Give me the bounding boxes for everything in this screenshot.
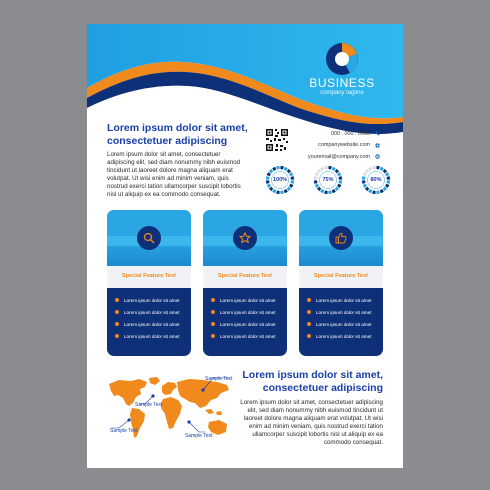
feature-list: [307, 294, 381, 342]
contact-website[interactable]: [292, 140, 380, 152]
thumbs-up-icon: [335, 232, 347, 244]
section1-body: Lorem ipsum dolor sit amet, consectetuer adipiscing elit, sed diam nonummy nibh euismod tincidunt ut laoreet dolore magna aliquam erat volutpat. Ut wisi enim ad minim veniam, quis nostrud exerci tation ullamcorper suscipit lobortis nisl ut aliquip ex ea commodo consequat.: [107, 151, 241, 199]
brand-name: BUSINESS: [309, 76, 375, 90]
feature-label: Special Feature Text: [122, 273, 176, 279]
donut-chart: [265, 165, 295, 195]
contact-phone-text: 000 . 000 . 0000: [331, 130, 370, 137]
donut-label: 75%: [322, 177, 334, 183]
bullet-icon: [115, 310, 119, 314]
contact-email[interactable]: [292, 151, 380, 163]
map-label: Sample Text: [110, 428, 138, 434]
search-icon: [143, 232, 155, 244]
list-item: Lorem ipsum dolor sit amet: [115, 318, 189, 330]
bullet-icon: [307, 322, 311, 326]
list-item: Lorem ipsum dolor sit amet: [307, 306, 381, 318]
feature-card-star[interactable]: [203, 210, 287, 356]
qr-code-icon: [265, 128, 289, 152]
star-icon: [239, 232, 251, 244]
section2-body: Lorem ipsum dolor sit amet, consectetuer adipiscing elit, sed diam nonummy nibh euismod tincidunt ut laoreet dolore magna aliquam erat volutpat. Ut wisi enim ad minim veniam, quis nostrud exerci tation ullamcorper suscipit lobortis nisl ut aliquip ex ea commodo consequat.: [240, 399, 383, 447]
feature-list: [211, 294, 285, 342]
list-item: Lorem ipsum dolor sit amet: [211, 306, 285, 318]
globe-icon: [375, 143, 380, 148]
feature-card-thumbs-up[interactable]: [299, 210, 383, 356]
phone-icon: [375, 131, 380, 136]
bullet-icon: [211, 310, 215, 314]
feature-icon-badge: [329, 226, 353, 250]
contact-website-text: companywebsite.com: [318, 142, 370, 149]
brand-logo-icon: [324, 41, 360, 77]
list-item: Lorem ipsum dolor sit amet: [115, 306, 189, 318]
contact-phone[interactable]: [292, 128, 380, 140]
feature-icon-badge: [137, 226, 161, 250]
list-item: Lorem ipsum dolor sit amet: [211, 294, 285, 306]
bullet-icon: [211, 334, 215, 338]
section2-title: Lorem ipsum dolor sit amet, consectetuer adipiscing: [242, 369, 383, 394]
list-item: Lorem ipsum dolor sit amet: [115, 330, 189, 342]
bullet-icon: [307, 310, 311, 314]
donut-chart: [313, 165, 343, 195]
map-label: Sample Text: [205, 376, 233, 382]
donut-label: 80%: [370, 177, 382, 183]
section1-title: Lorem ipsum dolor sit amet, consectetuer adipiscing: [107, 122, 248, 147]
map-label: Sample Text: [185, 433, 213, 439]
list-item: Lorem ipsum dolor sit amet: [211, 330, 285, 342]
feature-list: [115, 294, 189, 342]
feature-icon-badge: [233, 226, 257, 250]
donut-chart: [361, 165, 391, 195]
world-map-icon: [105, 376, 235, 448]
bullet-icon: [307, 298, 311, 302]
bullet-icon: [307, 334, 311, 338]
brand-block: [287, 76, 397, 96]
list-item: Lorem ipsum dolor sit amet: [115, 294, 189, 306]
list-item: Lorem ipsum dolor sit amet: [307, 330, 381, 342]
bullet-icon: [211, 322, 215, 326]
bullet-icon: [115, 322, 119, 326]
feature-label: Special Feature Text: [218, 273, 272, 279]
bullet-icon: [211, 298, 215, 302]
bullet-icon: [115, 334, 119, 338]
feature-label: Special Feature Text: [314, 273, 368, 279]
flyer-page: [87, 24, 403, 468]
list-item: Lorem ipsum dolor sit amet: [307, 294, 381, 306]
donut-label: 100%: [272, 177, 288, 183]
brand-tagline: company tagline: [320, 90, 364, 96]
feature-card-search[interactable]: [107, 210, 191, 356]
contact-list: [292, 128, 380, 163]
list-item: Lorem ipsum dolor sit amet: [211, 318, 285, 330]
progress-donuts: [265, 165, 391, 199]
bullet-icon: [115, 298, 119, 302]
contact-email-text: youremail@company.com: [308, 153, 370, 160]
mail-icon: [375, 154, 380, 159]
list-item: Lorem ipsum dolor sit amet: [307, 318, 381, 330]
map-label: Sample Text: [135, 402, 163, 408]
